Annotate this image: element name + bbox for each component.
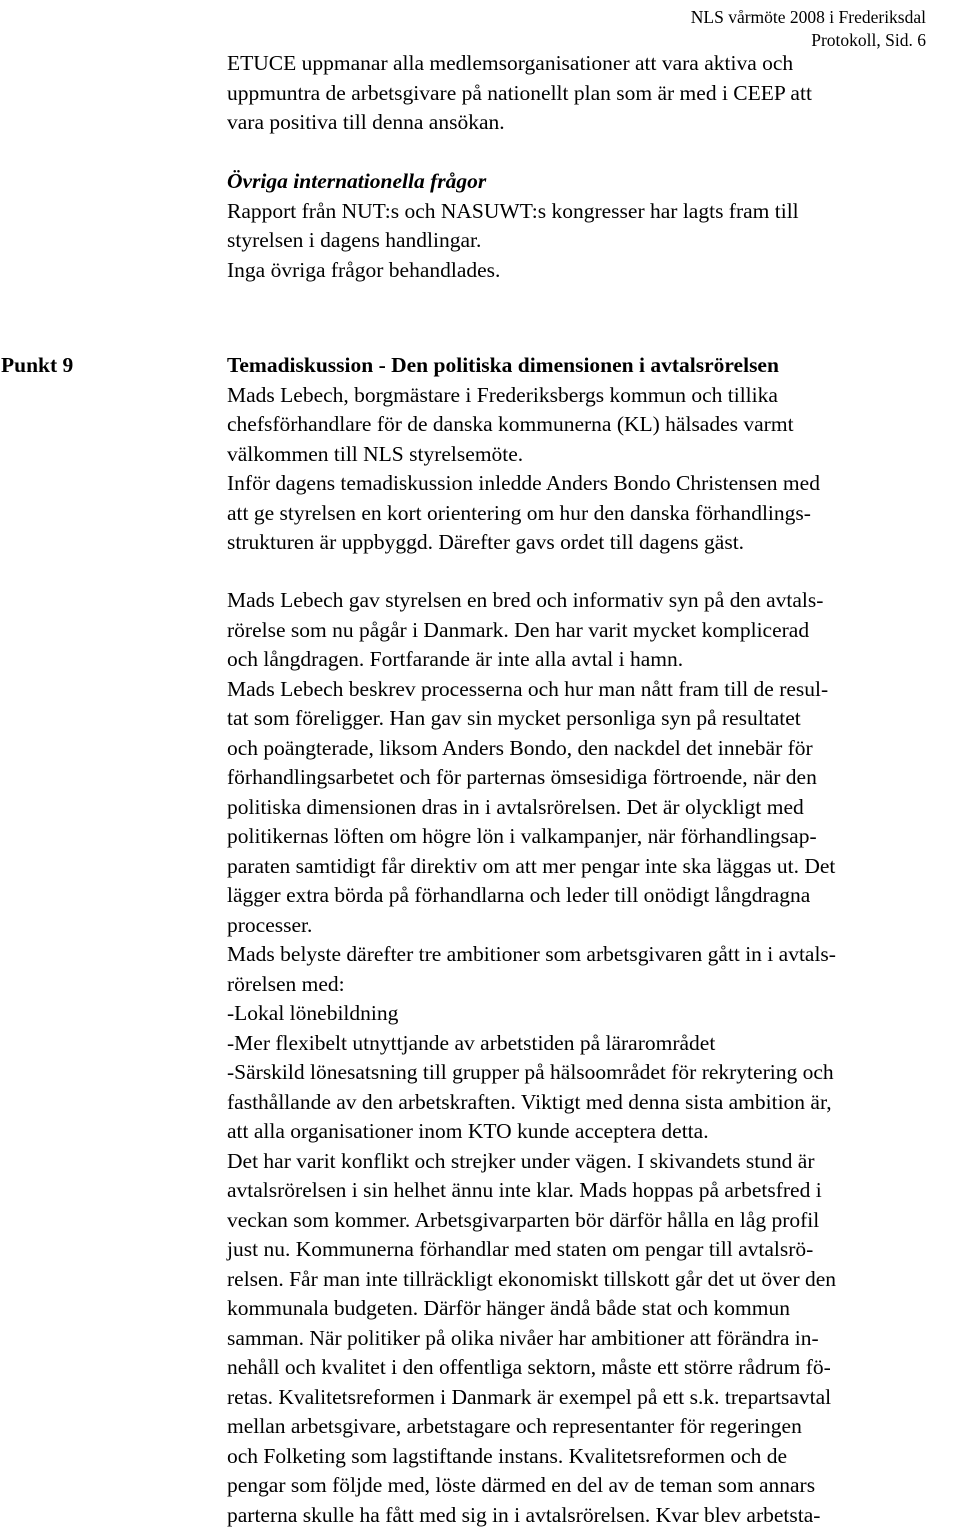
header-meeting-title: NLS vårmöte 2008 i Frederiksdal xyxy=(690,7,926,27)
body-line: parterna skulle ha fått med sig in i avtalsrörelsen. Kvar blev arbetsta- xyxy=(227,1502,821,1527)
body-line: strukturen är uppbyggd. Därefter gavs ordet till dagens gäst. xyxy=(227,530,745,554)
agenda-item-body xyxy=(227,351,960,558)
body-line: chefsförhandlare för de danska kommunerna (KL) hälsades varmt xyxy=(227,412,794,436)
body-line: pengar som följde med, löste därmed en del av de teman som annars xyxy=(227,1473,816,1497)
body-line: politikernas löften om högre lön i valkampanjer, när förhandlingsap- xyxy=(227,824,817,848)
body-line: relsen. Får man inte tillräckligt ekonomiskt tillskott går det ut över den xyxy=(227,1266,837,1291)
body-line: rörelse som nu pågår i Danmark. Den har varit mycket komplicerad xyxy=(227,617,810,642)
body-line: samman. När politiker på olika nivåer har ambitioner att förändra in- xyxy=(227,1325,819,1350)
body-line: politiska dimensionen dras in i avtalsrörelsen. Det är olyckligt med xyxy=(227,794,804,819)
body-line: nehåll och kvalitet i den offentliga sektorn, måste ett större rådrum fö- xyxy=(227,1355,831,1379)
body-line: Mads belyste därefter tre ambitioner som arbetsgivaren gått in i avtals- xyxy=(227,942,836,966)
body-line: att ge styrelsen en kort orientering om hur den danska förhandlings- xyxy=(227,500,811,525)
page-header xyxy=(691,6,926,52)
agenda-item-title: Temadiskussion - Den politiska dimensionen i avtalsrörelsen xyxy=(227,353,779,377)
header-page-number: Protokoll, Sid. 6 xyxy=(811,30,926,50)
body-line: och långdragen. Fortfarande är inte alla avtal i hamn. xyxy=(227,647,684,671)
body-line: lägger extra börda på förhandlarna och leder till onödigt långdragna xyxy=(227,883,811,907)
body-line: Inga övriga frågor behandlades. xyxy=(227,257,501,282)
body-line: retas. Kvalitetsreformen i Danmark är exempel på ett s.k. trepartsavtal xyxy=(227,1384,832,1409)
body-line: mellan arbetsgivare, arbetstagare och representanter för regeringen xyxy=(227,1414,802,1438)
section-heading-other-international: Övriga internationella frågor xyxy=(227,169,487,193)
agenda-item-label: Punkt 9 xyxy=(1,353,74,377)
body-line: att alla organisationer inom KTO kunde acceptera detta. xyxy=(227,1119,709,1143)
body-line: processer. xyxy=(227,912,313,937)
body-line: Det har varit konflikt och strejker under vägen. I skivandets stund är xyxy=(227,1148,815,1173)
body-line: Mads Lebech gav styrelsen en bred och informativ syn på den avtals- xyxy=(227,588,824,612)
paragraph-spacer xyxy=(227,138,960,168)
list-item: -Särskild lönesatsning till grupper på hälsoområdet för rekrytering och xyxy=(227,1060,834,1084)
body-line: Inför dagens temadiskussion inledde Anders Bondo Christensen med xyxy=(227,471,820,495)
body-line: och poängterade, liksom Anders Bondo, den nackdel det innebär för xyxy=(227,735,813,760)
body-line: fasthållande av den arbetskraften. Viktigt med denna sista ambition är, xyxy=(227,1089,832,1114)
list-item: -Lokal lönebildning xyxy=(227,1001,399,1025)
body-line: förhandlingsarbetet och för parternas ömsesidiga förtroende, när den xyxy=(227,765,817,789)
body-line: paraten samtidigt får direktiv om att mer pengar inte ska läggas ut. Det xyxy=(227,853,836,878)
intro-line: uppmuntra de arbetsgivare på nationellt plan som är med i CEEP att xyxy=(227,80,812,105)
intro-line: vara positiva till denna ansökan. xyxy=(227,110,505,134)
list-item: -Mer flexibelt utnyttjande av arbetstiden på lärarområdet xyxy=(227,1030,716,1055)
agenda-item-body-continued xyxy=(227,586,960,1530)
body-line: och Folketing som lagstiftande instans. Kvalitetsreformen och de xyxy=(227,1443,788,1468)
body-line: rörelsen med: xyxy=(227,971,345,996)
body-line: välkommen till NLS styrelsemöte. xyxy=(227,441,524,466)
body-line: tat som föreligger. Han gav sin mycket personliga syn på resultatet xyxy=(227,706,801,730)
body-line: kommunala budgeten. Därför hänger ändå både stat och kommun xyxy=(227,1296,790,1320)
body-line: veckan som kommer. Arbetsgivarparten bör därför hålla en låg profil xyxy=(227,1207,820,1232)
document-body-top xyxy=(227,49,960,285)
body-line: Mads Lebech, borgmästare i Frederiksbergs kommun och tillika xyxy=(227,382,778,407)
body-line: avtalsrörelsen i sin helhet ännu inte klar. Mads hoppas på arbetsfred i xyxy=(227,1178,822,1202)
body-line: Mads Lebech beskrev processerna och hur man nått fram till de resul- xyxy=(227,676,829,701)
body-line: just nu. Kommunerna förhandlar med staten om pengar till avtalsrö- xyxy=(227,1237,814,1261)
intro-line: ETUCE uppmanar alla medlemsorganisationer att vara aktiva och xyxy=(227,51,794,75)
body-line: Rapport från NUT:s och NASUWT:s kongresser har lagts fram till xyxy=(227,198,799,223)
body-line: styrelsen i dagens handlingar. xyxy=(227,228,482,252)
